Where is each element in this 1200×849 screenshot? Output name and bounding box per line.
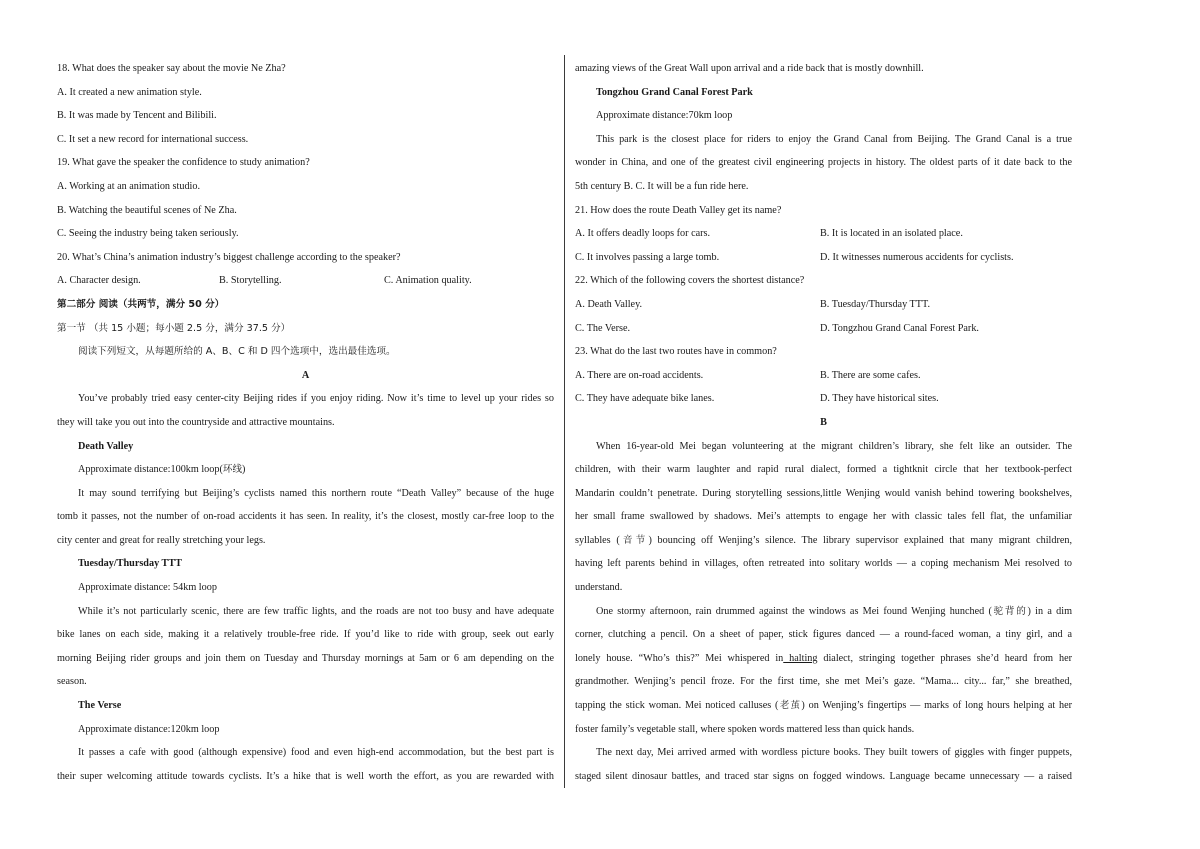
text-segment: ) on Wenjing’s fingertips — marks of long hours helping at her — [801, 700, 1072, 712]
text-segment: syllables ( — [575, 534, 620, 546]
text-segment: One stormy afternoon, rain drummed against the windows as Mei found Wenjing hunched ( — [596, 605, 992, 617]
death-valley-line-3: city center and great for really stretching your legs. — [57, 534, 266, 546]
ttt-line-2: bike lanes on each side, making it a relatively trouble-free ride. If you’d like to ride with group, seek out early — [57, 629, 554, 641]
passage-b-line-9: corner, clutching a pencil. On a sheet of paper, stick figures danced — a round-faced woman, a tiny girl, and a — [575, 629, 1072, 641]
passage-b-line-6: having left parents behind in villages, often retreated into solitary worlds — a coping mechanism Mei resolved to — [575, 558, 1072, 570]
option-19b: B. Watching the beautiful scenes of Ne Zha. — [57, 204, 237, 216]
option-21b: B. It is located in an isolated place. — [820, 228, 963, 240]
passage-b-line-12 — [575, 694, 1072, 718]
question-19: 19. What gave the speaker the confidence to study animation? — [57, 157, 310, 169]
option-18a: A. It created a new animation style. — [57, 86, 202, 98]
passage-b-line-15: staged silent dinosaur battles, and traced star signs on fogged windows. Language became unnecessary — a raised — [575, 770, 1072, 782]
tongzhou-line-3: 5th century B. C. It will be a fun ride here. — [575, 180, 749, 192]
option-22b: B. Tuesday/Thursday TTT. — [820, 298, 930, 310]
loop-note-cjk: 环线 — [222, 464, 243, 476]
route-title-tongzhou: Tongzhou Grand Canal Forest Park — [596, 86, 753, 98]
option-19c: C. Seeing the industry being taken seriously. — [57, 228, 239, 240]
option-20a: A. Character design. — [57, 275, 141, 287]
option-19a: A. Working at an animation studio. — [57, 180, 201, 192]
options-21-cd — [575, 246, 1072, 270]
options-23-cd — [575, 387, 1072, 411]
gloss-cjk: 音节 — [619, 534, 649, 546]
options-20 — [57, 269, 554, 293]
option-23a: A. There are on-road accidents. — [575, 369, 704, 381]
ttt-line-3: morning Beijing rider groups and join them on Tuesday and Thursday mornings at 5am or 6 am depending on the — [57, 652, 554, 664]
option-23c: C. They have adequate bike lanes. — [575, 393, 715, 405]
question-23: 23. What do the last two routes have in common? — [575, 346, 777, 358]
closing-paren: ) — [242, 464, 246, 476]
text-segment: ) bouncing off Wenjing’s silence. The library supervisor explained that many migrant children, — [648, 534, 1072, 546]
passage-b-line-7: understand. — [575, 582, 623, 594]
passage-b-line-14: The next day, Mei arrived armed with wordless picture books. They built towers of giggles with finger puppets, — [596, 747, 1072, 759]
option-22a: A. Death Valley. — [575, 298, 643, 310]
route-distance-verse: Approximate distance:120km loop — [78, 723, 220, 735]
option-18b: B. It was made by Tencent and Bilibili. — [57, 110, 217, 122]
underlined-word: halting — [783, 652, 818, 664]
death-valley-line-1: It may sound terrifying but Beijing’s cyclists named this northern route “Death Valley” because of the huge — [78, 487, 554, 499]
text-segment: lonely house. “Who’s this?” Mei whispered in — [575, 652, 784, 664]
route-distance-tongzhou: Approximate distance:70km loop — [596, 110, 733, 122]
gloss-cjk: 老茧 — [778, 700, 802, 712]
text-segment: dialect, stringing together phrases she’d heard from her — [817, 652, 1072, 664]
route-title-ttt: Tuesday/Thursday TTT — [78, 558, 182, 570]
route-distance-ttt: Approximate distance: 54km loop — [78, 582, 217, 594]
intro-line-1: You’ve probably tried easy center-city Beijing rides if you enjoy riding. Now it’s time to level up your rides so — [78, 393, 554, 405]
passage-b-line-1: When 16-year-old Mei began volunteering at the migrant children’s library, she felt like an outsider. The — [596, 440, 1072, 452]
option-20c: C. Animation quality. — [384, 275, 472, 287]
route-title-verse: The Verse — [78, 700, 122, 712]
passage-b-label: B — [820, 416, 827, 428]
option-22c: C. The Verse. — [575, 322, 631, 334]
option-22d: D. Tongzhou Grand Canal Forest Park. — [820, 322, 979, 334]
option-21d: D. It witnesses numerous accidents for cyclists. — [820, 251, 1014, 263]
passage-a-label: A — [301, 369, 310, 381]
route-title-death-valley: Death Valley — [78, 440, 134, 452]
gloss-cjk: 驼背的 — [991, 605, 1028, 617]
option-23d: D. They have historical sites. — [820, 393, 939, 405]
verse-line-3: amazing views of the Great Wall upon arrival and a ride back that is mostly downhill. — [575, 63, 924, 74]
question-20: 20. What’s China’s animation industry’s biggest challenge according to the speaker? — [57, 251, 401, 263]
ttt-line-4: season. — [57, 676, 87, 688]
question-22: 22. Which of the following covers the shortest distance? — [575, 275, 805, 287]
options-22-ab — [575, 293, 1072, 317]
text-segment: tapping the stick woman. Mei noticed calluses ( — [575, 700, 779, 712]
option-23b: B. There are some cafes. — [820, 369, 921, 381]
option-18c: C. It set a new record for international success. — [57, 133, 249, 145]
death-valley-line-2: tomb it passes, not the number of on-road accidents it has seen. In reality, it’s the closest, mostly car-free loop to the — [57, 511, 554, 523]
passage-b-line-4: her small frame swallowed by shadows. Mei’s attempts to engage her with classic tales fell flat, the unfamiliar — [575, 511, 1072, 523]
option-21a: A. It offers deadly loops for cars. — [575, 228, 711, 240]
passage-b-line-8 — [575, 600, 1072, 624]
column-divider — [564, 55, 565, 788]
right-column — [575, 57, 1072, 788]
distance-text: Approximate distance:100km loop( — [78, 464, 223, 476]
options-23-ab — [575, 364, 1072, 388]
text-segment: ) in a dim — [1027, 605, 1072, 617]
question-18: 18. What does the speaker say about the movie Ne Zha? — [57, 63, 286, 74]
verse-line-2: their super welcoming attitude towards cyclists. It’s a hike that is well worth the effort, as you are rewarded with — [57, 770, 554, 782]
question-21: 21. How does the route Death Valley get its name? — [575, 204, 782, 216]
options-22-cd — [575, 317, 1072, 341]
part-two-heading: 第二部分 阅读（共两节，满分 50 分） — [57, 298, 225, 310]
tongzhou-line-2: wonder in China, and one of the greatest civil engineering projects in history. The oldest parts of it date back to the — [575, 157, 1072, 169]
section-one-heading: 第一节 （共 15 小题；每小题 2.5 分，满分 37.5 分） — [57, 322, 291, 334]
passage-b-line-10 — [575, 647, 1072, 671]
passage-b-line-11: grandmother. Wenjing’s pencil froze. For the first time, she met Mei’s gaze. “Mama... city... far,” she breathed, — [575, 676, 1072, 688]
verse-line-1: It passes a cafe with good (although expensive) food and even high-end accommodation, but the best part is — [78, 747, 554, 759]
option-20b: B. Storytelling. — [219, 275, 282, 287]
ttt-line-1: While it’s not particularly scenic, there are few traffic lights, and the roads are not too busy and have adequate — [78, 605, 554, 617]
passage-b-line-13: foster family’s vegetable stall, where spoken words mattered less than quick hands. — [575, 723, 915, 735]
passage-b-line-5 — [575, 529, 1072, 553]
left-column — [57, 57, 554, 788]
reading-instruction: 阅读下列短文，从每题所给的 A、B、C 和 D 四个选项中，选出最佳选项。 — [78, 346, 396, 358]
intro-line-2: they will take you out into the countryside and attractive mountains. — [57, 416, 335, 428]
route-distance-death-valley — [57, 458, 554, 482]
options-21-ab — [575, 222, 1072, 246]
passage-b-line-3: Mandarin couldn’t penetrate. During storytelling sessions,little Wenjing would vanish behind towering bookshelves, — [575, 487, 1072, 499]
option-21c: C. It involves passing a large tomb. — [575, 251, 720, 263]
tongzhou-line-1: This park is the closest place for riders to enjoy the Grand Canal from Beijing. The Grand Canal is a true — [596, 133, 1072, 145]
passage-b-line-2: children, with their warm laughter and rapid rural dialect, formed a tightknit circle that her textbook-perfect — [575, 464, 1072, 476]
